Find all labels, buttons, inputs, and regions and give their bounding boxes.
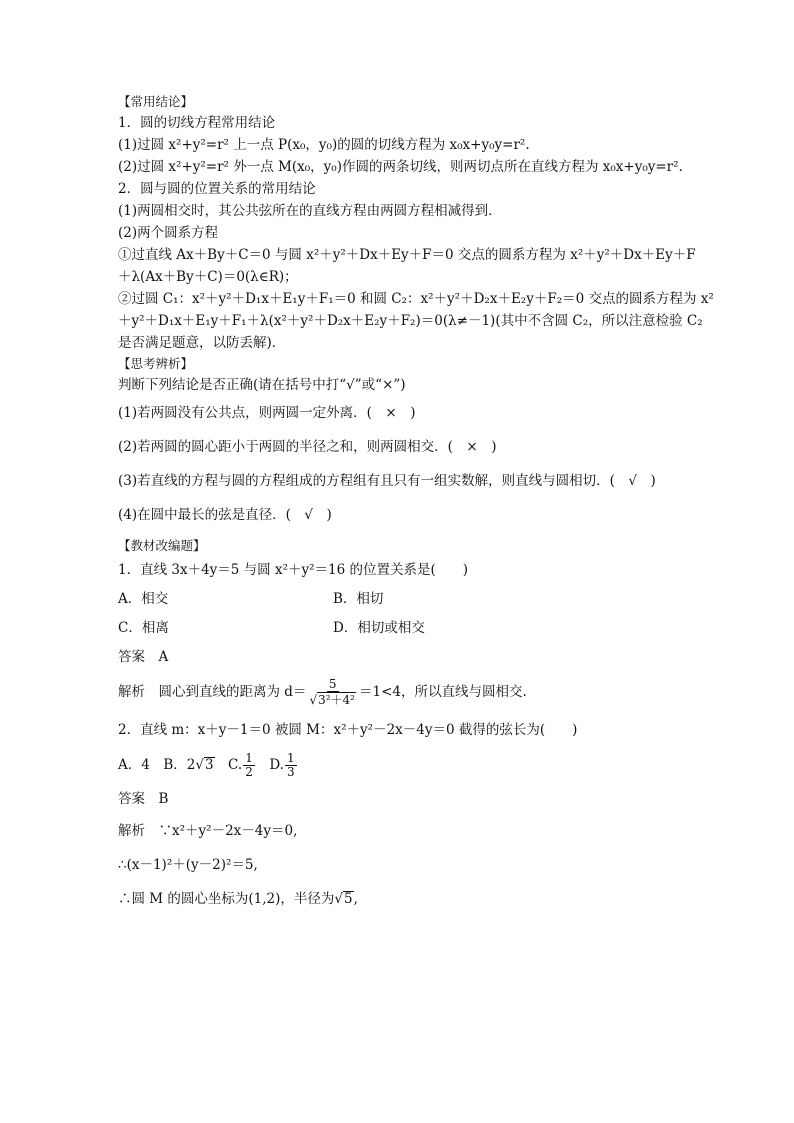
paragraph-system-two-circles-1: ②过圆 C₁：x²＋y²＋D₁x＋E₁y＋F₁＝0 和圆 C₂：x²＋y²＋D₂x＋E₂y＋F₂＝0 交点的圆系方程为 x² xyxy=(118,291,714,307)
option-d-denominator: 3 xyxy=(286,765,295,779)
question-2-step-3 xyxy=(118,882,688,916)
radius-radicand: 5 xyxy=(344,891,353,907)
question-2-step-1: 解析 ∵x²＋y²－2x－4y＝0, xyxy=(118,823,298,839)
option-d: D．相切或相交 xyxy=(333,620,425,636)
option-c-numerator: 1 xyxy=(245,751,253,765)
analysis-suffix: ＝1<4，所以直线与圆相交. xyxy=(359,684,527,700)
question-1-analysis xyxy=(118,672,688,712)
option-d-label: D. xyxy=(255,757,284,773)
paragraph-system-line-circle-1: ①过直线 Ax＋By＋C＝0 与圆 x²＋y²＋Dx＋Ey＋F＝0 交点的圆系方程为 x²＋y²＋Dx＋Ey＋F xyxy=(118,247,696,263)
distance-fraction xyxy=(307,678,358,707)
question-2-options xyxy=(118,745,688,785)
option-b-radicand: 3 xyxy=(204,757,214,773)
question-1-answer: 答案 A xyxy=(118,649,169,665)
radicand: 3²＋4² xyxy=(318,693,355,707)
fraction-denominator: √3²＋4² xyxy=(309,693,355,707)
analysis-prefix: 解析 圆心到直线的距离为 d＝ xyxy=(118,684,307,700)
option-d-numerator: 1 xyxy=(286,751,295,765)
options-ab: A．4 B．2 xyxy=(118,757,196,773)
paragraph-system-line-circle-2: ＋λ(Ax＋By＋C)＝0(λ∈R)； xyxy=(118,269,298,285)
paragraph-system-two-circles-3: 是否满足题意，以防丢解)． xyxy=(118,335,286,351)
option-a: A．相交 xyxy=(118,591,169,607)
step-3-prefix: ∴圆 M 的圆心坐标为(1,2)，半径为 xyxy=(118,891,335,907)
judge-intro: 判断下列结论是否正确(请在括号中打“√”或“×”) xyxy=(118,377,406,393)
subsection-title-tangent: 1．圆的切线方程常用结论 xyxy=(118,115,276,131)
step-3-suffix: , xyxy=(353,891,358,907)
section-heading-conclusions: 【常用结论】 xyxy=(118,94,194,109)
question-2-answer: 答案 B xyxy=(118,791,169,807)
paragraph-common-chord: (1)两圆相交时，其公共弦所在的直线方程由两圆方程相减得到． xyxy=(118,203,502,219)
judge-item-2: (2)若两圆的圆心距小于两圆的半径之和，则两圆相交．( × ) xyxy=(118,439,497,455)
subsection-title-two-circles: 2．圆与圆的位置关系的常用结论 xyxy=(118,181,316,197)
paragraph-circle-systems: (2)两个圆系方程 xyxy=(118,225,219,241)
question-1-stem: 1．直线 3x＋4y＝5 与圆 x²＋y²＝16 的位置关系是( ) xyxy=(118,562,469,578)
option-c-denominator: 2 xyxy=(245,765,253,779)
question-1-options-row-1 xyxy=(118,585,688,614)
paragraph-system-two-circles-2: ＋y²＋D₁x＋E₁y＋F₁＋λ(x²＋y²＋D₂x＋E₂y＋F₂)＝0(λ≠－1)(其中不含圆 C₂，所以注意检验 C₂ xyxy=(118,313,703,329)
judge-item-3: (3)若直线的方程与圆的方程组成的方程组有且只有一组实数解，则直线与圆相切．( √ ) xyxy=(118,473,656,489)
option-c: C．相离 xyxy=(118,620,169,636)
section-heading-textbook: 【教材改编题】 xyxy=(118,538,206,553)
sqrt-symbol: √ xyxy=(195,757,204,773)
question-2-stem: 2．直线 m：x＋y－1＝0 被圆 M：x²＋y²－2x－4y＝0 截得的弦长为( ) xyxy=(118,722,578,738)
question-1-options-row-2 xyxy=(118,614,688,643)
fraction-numerator: 5 xyxy=(328,677,337,691)
sqrt-symbol: √ xyxy=(334,891,344,907)
option-c-fraction xyxy=(243,752,255,779)
judge-item-4: (4)在圆中最长的弦是直径．( √ ) xyxy=(118,507,332,523)
option-c-label: C. xyxy=(214,757,243,773)
document-page xyxy=(118,92,714,916)
option-d-fraction xyxy=(285,752,297,779)
question-2-step-2: ∴(x－1)²＋(y－2)²＝5, xyxy=(118,857,258,873)
option-b: B．相切 xyxy=(333,591,384,607)
section-heading-judge: 【思考辨析】 xyxy=(118,356,194,371)
paragraph-tangent-on-circle: (1)过圆 x²+y²=r² 上一点 P(x₀，y₀)的圆的切线方程为 x₀x+y₀y=r². xyxy=(118,137,530,153)
judge-item-1: (1)若两圆没有公共点，则两圆一定外离．( × ) xyxy=(118,405,416,421)
paragraph-tangent-outside-circle: (2)过圆 x²+y²=r² 外一点 M(x₀，y₀)作圆的两条切线，则两切点所在直线方程为 x₀x+y₀y=r². xyxy=(118,159,683,175)
